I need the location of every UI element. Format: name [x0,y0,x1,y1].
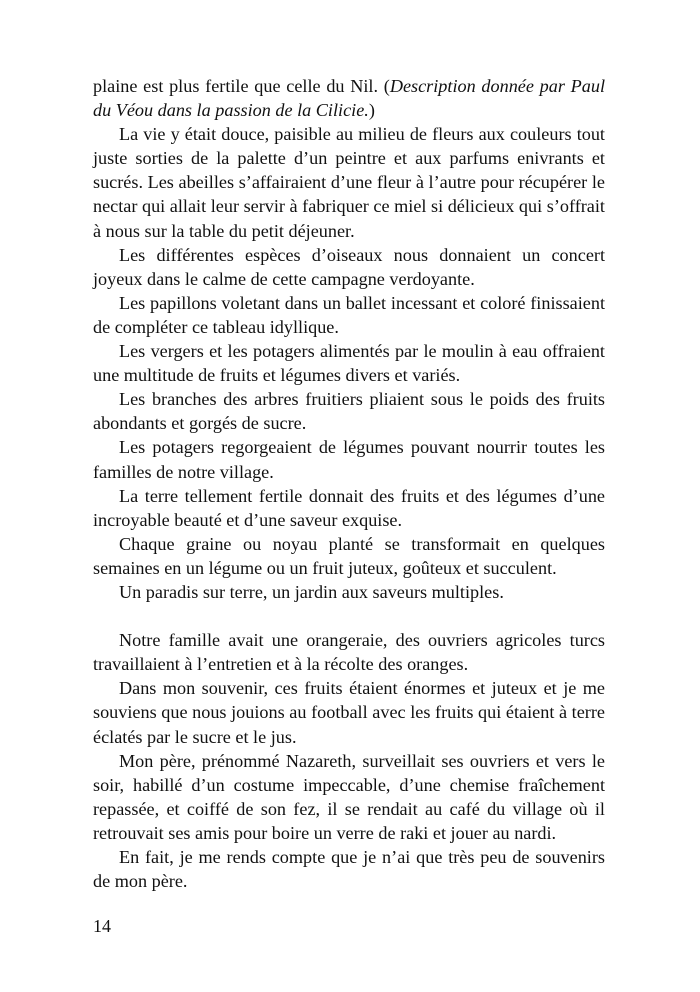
paragraph: Mon père, prénommé Nazareth, surveillait ses ouvriers et vers le soir, habillé d’un costume impeccable, d’une chemise fraîchement repassée, et coiffé de son fez, il se rendait au café du village où il retrouvait ses amis pour boire un verre de raki et jouer au nardi. [93,750,605,843]
paragraph: En fait, je me rends compte que je n’ai que très peu de souvenirs de mon père. [93,847,605,892]
paragraph: La terre tellement fertile donnait des fruits et des légumes d’une incroyable beauté et d’une saveur exquise. [93,485,605,530]
page-number: 14 [93,916,111,936]
page-body [93,74,605,893]
paragraph: Les papillons voletant dans un ballet incessant et coloré finissaient de compléter ce tableau idyllique. [93,292,605,337]
paragraph: Chaque graine ou noyau planté se transformait en quelques semaines en un légume ou un fruit juteux, goûteux et succulent. [93,533,605,578]
paragraph: Les différentes espèces d’oiseaux nous donnaient un concert joyeux dans le calme de cette campagne verdoyante. [93,244,605,289]
paragraph: Les branches des arbres fruitiers pliaient sous le poids des fruits abondants et gorgés de sucre. [93,389,605,434]
paragraph-continuation [93,74,605,122]
paragraph-text: plaine est plus fertile que celle du Nil. ( [93,76,390,96]
paragraph-text: ) [368,100,375,121]
paragraph: Dans mon souvenir, ces fruits étaient énormes et juteux et je me souviens que nous jouions au football avec les fruits qui étaient à terre éclatés par le sucre et le jus. [93,678,605,747]
paragraph: Les potagers regorgeaient de légumes pouvant nourrir toutes les familles de notre village. [93,437,605,482]
paragraph: Les vergers et les potagers alimentés par le moulin à eau offraient une multitude de fruits et légumes divers et variés. [93,341,605,386]
paragraph: La vie y était douce, paisible au milieu de fleurs aux couleurs tout juste sorties de la palette d’un peintre et aux parfums enivrants et sucrés. Les abeilles s’affairaient d’une fleur à l’autre pour récupérer le nectar qui allait leur servir à fabriquer ce miel si délicieux qui s’offrait à nous sur la table du petit déjeuner. [93,124,605,241]
paragraph: Un paradis sur terre, un jardin aux saveurs multiples. [119,581,504,602]
paragraph: Notre famille avait une orangeraie, des ouvriers agricoles turcs travaillaient à l’entretien et à la récolte des oranges. [93,630,605,675]
citation-italic: Description donnée par Paul du Véou dans la passion de la Cilicie. [93,76,606,121]
